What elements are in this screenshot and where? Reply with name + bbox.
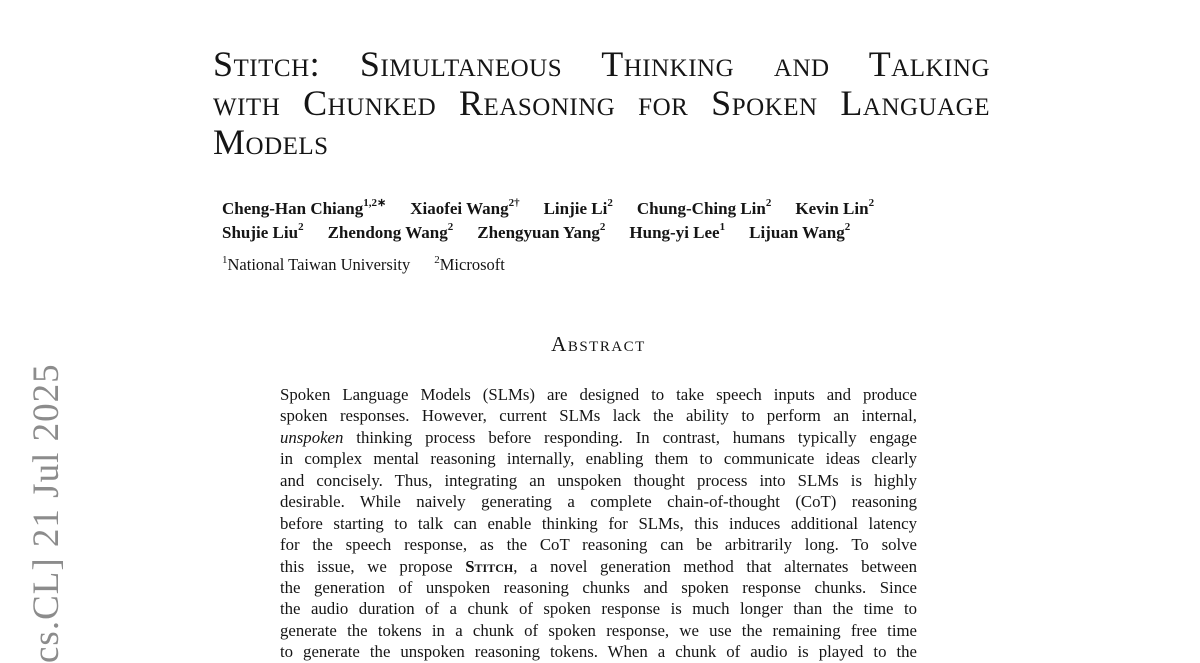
author-name: Linjie Li$^2$ (543, 197, 613, 218)
affiliation (222, 255, 410, 274)
abstract-text-segment: desirable. While naively generating a complete chain-of-thought (CoT) reasoning (280, 492, 917, 512)
abstract-line (280, 427, 917, 448)
author-affiliation-sup: 2† (508, 197, 520, 210)
affiliation-sup: 1 (222, 253, 228, 266)
author-affiliation-sup: 2 (599, 221, 606, 234)
author-name: Lijuan Wang$^2$ (749, 221, 851, 242)
abstract-line (280, 556, 917, 577)
paper-title-line: with Chunked Reasoning for Spoken Language (213, 83, 990, 123)
affiliation-name: Microsoft (439, 255, 505, 274)
author-name: Cheng-Han Chiang$^{1,2∗}$ (222, 197, 387, 218)
abstract-line (280, 577, 917, 598)
abstract-line (280, 470, 917, 491)
abstract-line (280, 620, 917, 641)
abstract-line (280, 405, 917, 426)
abstract-text-segment: Stitch (465, 556, 514, 576)
abstract-line (280, 534, 917, 555)
abstract-text-segment: and concisely. Thus, integrating an unspoken thought process into SLMs is highly (280, 470, 917, 490)
author-line (222, 197, 982, 221)
abstract-text-segment: thinking process before responding. In contrast, humans typically engage (343, 427, 917, 447)
abstract-heading: Abstract (551, 332, 646, 356)
abstract-text-segment: , a novel generation method that alternates between (513, 556, 917, 576)
author-affiliation-sup: 2 (868, 197, 875, 210)
author-name: Zhendong Wang$^2$ (327, 221, 454, 242)
author-block (222, 197, 982, 245)
affiliation-name: National Taiwan University (227, 255, 411, 274)
abstract-paragraph (280, 384, 917, 663)
affiliation (434, 255, 505, 274)
affiliation-sup: 2 (434, 253, 440, 266)
abstract-line (280, 384, 917, 405)
author-name: Zhengyuan Yang$^2$ (477, 221, 606, 242)
author-affiliation-sup: 1,2∗ (363, 197, 387, 210)
author-name: Chung-Ching Lin$^2$ (636, 197, 772, 218)
abstract-line (280, 641, 917, 662)
abstract-text-segment: in complex mental reasoning internally, enabling them to communicate ideas clearly (280, 449, 917, 469)
abstract-text-segment: to generate the unspoken reasoning tokens. When a chunk of audio is played to the (280, 642, 917, 662)
affiliations (222, 254, 529, 276)
abstract-text-segment: this issue, we propose (280, 556, 466, 576)
abstract-line (280, 598, 917, 619)
abstract-text-segment: for the speech response, as the CoT reasoning can be arbitrarily long. To solve (280, 535, 917, 555)
abstract-text-segment: the audio duration of a chunk of spoken response is much longer than the time to (280, 599, 917, 619)
author-affiliation-sup: 2 (607, 197, 613, 210)
paper-title (213, 45, 990, 162)
author-affiliation-sup: 2 (765, 197, 772, 210)
abstract-text-segment: the generation of unspoken reasoning chunks and spoken response chunks. Since (280, 577, 917, 597)
author-affiliation-sup: 2 (298, 221, 304, 234)
abstract-text-segment: generate the tokens in a chunk of spoken response, we use the remaining free time (280, 620, 917, 640)
abstract-text-segment: spoken responses. However, current SLMs lack the ability to perform an internal, (280, 406, 917, 426)
abstract-line (280, 491, 917, 512)
arxiv-stamp: cs.CL] 21 Jul 2025 (26, 363, 67, 663)
abstract-line (280, 513, 917, 534)
author-line (222, 221, 982, 245)
author-affiliation-sup: 2 (447, 221, 454, 234)
author-affiliation-sup: 2 (844, 221, 851, 234)
abstract-text-segment: before starting to talk can enable thinking for SLMs, this induces additional latency (280, 513, 917, 533)
author-name: Hung-yi Lee$^1$ (629, 221, 726, 242)
abstract-text-segment: unspoken (280, 427, 344, 447)
author-name: Xiaofei Wang$^{2\dagger}$ (410, 197, 520, 218)
paper-title-line: Models (213, 122, 329, 162)
abstract-line (280, 448, 917, 469)
author-name: Shujie Liu$^2$ (222, 221, 304, 242)
abstract-text-segment: Spoken Language Models (SLMs) are designed to take speech inputs and produce (280, 385, 917, 404)
author-name: Kevin Lin$^2$ (795, 197, 875, 218)
author-affiliation-sup: 1 (719, 221, 726, 234)
paper-title-line: Stitch: Simultaneous Thinking and Talking (213, 44, 990, 84)
